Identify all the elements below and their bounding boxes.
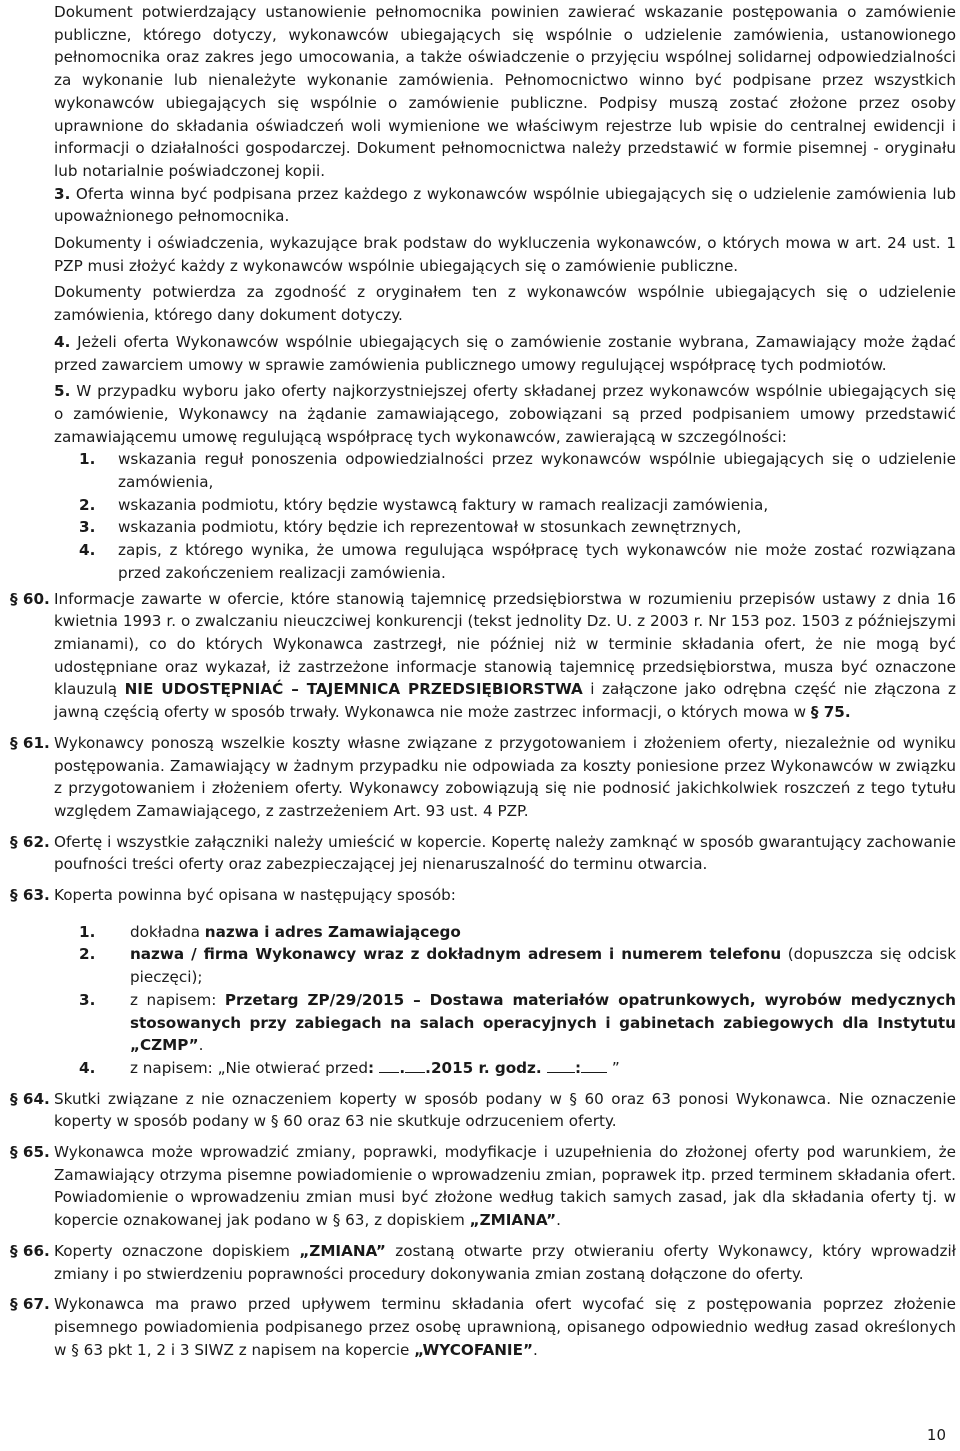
list-item: [54, 448, 956, 493]
list-item-text: wskazania podmiotu, który będzie ich reprezentował w stosunkach zewnętrznych,: [118, 518, 742, 537]
date-dot: .: [399, 1058, 406, 1077]
list-item-text: wskazania podmiotu, który będzie wystawcą faktury w ramach realizacji zamówienia,: [118, 495, 769, 514]
section-67-heading: § 67.: [10, 1295, 50, 1314]
list-item-text: (dopuszcza się odcisk pieczęci);: [130, 945, 956, 987]
point-5-text: W przypadku wyboru jako oferty najkorzystniejszej oferty składanej przez wykonawców wspólnie ubiegających się o zamówienie, Wykonawcy na żądanie zamawiającego, zobowiązani są przed podpisaniem umowy przedstawić zamawiającemu umowę regulującą współpracę tych wykonawców, zawierającą w szczególności:: [54, 382, 956, 446]
section-67-text: Wykonawca ma prawo przed upływem terminu składania ofert wycofać się z postępowania poprzez złożenie pisemnego powiadomienia podpisanego przez osobę uprawnioną, opisanego odpowiednio według zasad określonych w § 63 pkt 1, 2 i 3 SIWZ z napisem na kopercie: [54, 1295, 956, 1359]
point-5-number: 5.: [54, 382, 71, 401]
year-and-hour: .2015 r. godz.: [425, 1058, 547, 1077]
intro-paragraph: [54, 0, 956, 183]
page-number: 10: [926, 1426, 946, 1444]
time-separator: :: [574, 1058, 582, 1077]
list-item: [54, 516, 956, 539]
certification-paragraph: [54, 281, 956, 326]
list-item-number: 3.: [79, 518, 96, 537]
section-66: [10, 1240, 956, 1285]
section-64-heading: § 64.: [10, 1089, 50, 1108]
point-4-number: 4.: [54, 332, 71, 351]
section-65: [10, 1141, 956, 1232]
documents-text: Dokumenty i oświadczenia, wykazujące brak podstaw do wykluczenia wykonawców, o których mowa w art. 24 ust. 1 PZP musi złożyć każdy z wykonawców wspólnie ubiegających się o zamówienie publiczne.: [54, 234, 956, 275]
list-item-number: 1.: [79, 922, 96, 941]
point-3-text: Oferta winna być podpisana przez każdego z wykonawców wspólnie ubiegających się o udzielenie zamówienia lub upoważnionego pełnomocnika.: [54, 184, 956, 226]
list-item: [54, 989, 956, 1057]
section-64-text: Skutki związane z nie oznaczeniem koperty w sposób podany w § 60 oraz 63 ponosi Wykonawca. Nie oznaczenie koperty w sposób podany w § 60 oraz 63 nie skutkuje odrzuceniem oferty.: [54, 1089, 956, 1131]
point-3: [54, 183, 956, 228]
section-61-text: Wykonawcy ponoszą wszelkie koszty własne związane z przygotowaniem i złożeniem oferty, niezależnie od wyniku postępowania. Zamawiający w żadnym przypadku nie odpowiada za koszty poniesione przez Wykonawców w związku z przygotowaniem i złożeniem oferty. Wykonawcy zobowiązują się nie podnosić jakichkolwiek roszczeń z tego tytułu względem Zamawiającego, z zastrzeżeniem Art. 93 ust. 4 PZP.: [54, 733, 956, 820]
list-item: [54, 921, 956, 944]
list-item-text: dokładna: [130, 922, 205, 941]
change-label: „ZMIANA”: [469, 1211, 557, 1230]
agreement-requirements-list: [54, 448, 956, 584]
section-62-heading: § 62.: [10, 832, 50, 851]
list-item-number: 1.: [79, 450, 96, 469]
list-item-text: zapis, z którego wynika, że umowa regulująca współpracę tych wykonawców nie może zostać rozwiązana przed zakończeniem realizacji zamówienia.: [118, 541, 956, 582]
list-item: [54, 539, 956, 584]
list-item-number: 2.: [79, 945, 96, 964]
list-item-bold: nazwa i adres Zamawiającego: [204, 922, 461, 941]
documents-paragraph: [54, 232, 956, 277]
list-item: [54, 494, 956, 517]
section-65-end: .: [556, 1211, 561, 1230]
section-64: [10, 1088, 956, 1133]
section-60-text-2: i załączone jako odrębna część nie złączona z jawną częścią oferty w sposób trwały. Wykonawca nie może zastrzec informacji, o których mowa w: [54, 680, 956, 722]
section-63-text: Koperta powinna być opisana w następujący sposób:: [54, 886, 456, 905]
section-66-heading: § 66.: [10, 1241, 50, 1260]
list-item: [54, 943, 956, 988]
section-62: [10, 831, 956, 876]
list-item-text: .: [198, 1036, 204, 1055]
tender-title: Przetarg ZP/29/2015 – Dostawa materiałów opatrunkowych, wyrobów medycznych stosowanych przy zabiegach na salach operacyjnych i gabinetach zabiegowych dla Instytutu „CZMP”: [130, 990, 956, 1055]
list-item-bold: nazwa / firma Wykonawcy wraz z dokładnym adresem i numerem telefonu: [130, 945, 782, 964]
list-item-number: 4.: [79, 541, 96, 560]
section-60-heading: § 60.: [10, 589, 50, 608]
section-61-heading: § 61.: [10, 733, 50, 752]
list-item-number: 4.: [79, 1058, 96, 1077]
change-label: „ZMIANA”: [299, 1241, 386, 1260]
list-item-text: z napisem: „Nie otwierać przed: [130, 1058, 369, 1077]
section-63: [10, 884, 956, 907]
point-4: [54, 331, 956, 376]
document-page: [10, 0, 956, 1361]
withdrawal-label: „WYCOFANIE”: [414, 1340, 533, 1359]
section-63-heading: § 63.: [10, 886, 50, 905]
certification-text: Dokumenty potwierdza za zgodność z oryginałem ten z wykonawców wspólnie ubiegających się o udzielenie zamówienia, którego dany dokument dotyczy.: [54, 283, 956, 325]
point-4-text: Jeżeli oferta Wykonawców wspólnie ubiegających się o zamówienie zostanie wybrana, Zamawiający może żądać przed zawarciem umowy w sprawie zamówienia publicznego umowy regulującej współpracę tych podmiotów.: [54, 332, 956, 374]
hour-blank: [547, 1057, 575, 1073]
closing-quote: ”: [607, 1058, 620, 1077]
section-60-reference: § 75.: [810, 703, 851, 722]
section-61: [10, 732, 956, 823]
list-item-number: 3.: [79, 990, 96, 1009]
section-60-text: Informacje zawarte w ofercie, które stanowią tajemnicę przedsiębiorstwa w rozumieniu przepisów ustawy z dnia 16 kwietnia 1993 r. o zwalczaniu nieuczciwej konkurencji (tekst jednolity Dz. U. z 2003 r. Nr 153 poz. 1503 z późniejszymi zmianami), co do których Wykonawca zastrzegł, nie później niż w terminie składania ofert, że nie mogą być udostępniane oraz wykazał, iż zastrzeżone informacje stanowią tajemnicę przedsiębiorstwa, musza być oznaczone klauzulą: [54, 589, 956, 699]
section-65-heading: § 65.: [10, 1143, 50, 1162]
section-66-pre: Koperty oznaczone dopiskiem: [54, 1241, 300, 1260]
confidential-clause: NIE UDOSTĘPNIAĆ – TAJEMNICA PRZEDSIĘBIORSTWA: [124, 680, 583, 699]
section-67: [10, 1293, 956, 1361]
date-colon: :: [368, 1058, 380, 1077]
list-item: [54, 1057, 956, 1080]
minute-blank: [581, 1057, 607, 1073]
intro-text: Dokument potwierdzający ustanowienie pełnomocnika powinien zawierać wskazanie postępowania o zamówienie publiczne, którego dotyczy, wykonawców ubiegających się wspólnie o udzielenie zamówienia, ustanowionego pełnomocnika oraz zakres jego umocowania, a także oświadczenie o przyjęciu wspólnej solidarnej odpowiedzialności za wykonanie lub nienależyte wykonanie zamówienia. Pełnomocnictwo winno być podpisane przez wszystkich wykonawców ubiegających się wspólnie o zamówienie publiczne. Podpisy muszą zostać złożone przez osoby uprawnione do składania oświadczeń woli wymienione we właściwym rejestrze lub wpisie do centralnej ewidencji i informacji o działalności gospodarczej. Dokument pełnomocnictwa należy przedstawić w formie pisemnej - oryginału lub notarialnie poświadczonej kopii.: [54, 3, 956, 180]
list-item-number: 2.: [79, 495, 96, 514]
list-item-text: wskazania reguł ponoszenia odpowiedzialności przez wykonawców wspólnie ubiegających się o udzielenie zamówienia,: [118, 450, 956, 492]
list-item-text: z napisem:: [130, 990, 225, 1009]
section-65-text: Wykonawca może wprowadzić zmiany, poprawki, modyfikacje i uzupełnienia do złożonej oferty pod warunkiem, że Zamawiający otrzyma pisemne powiadomienie o wprowadzeniu zmian, poprawek itp. przed terminem składania ofert. Powiadomienie o wprowadzeniu zmian musi być złożone według takich samych zasad, jak dla składania oferty tj. w kopercie oznakowanej jak podano w § 63, z dopiskiem: [54, 1143, 956, 1230]
day-blank: [379, 1057, 399, 1073]
month-blank: [405, 1057, 425, 1073]
section-67-end: .: [532, 1340, 538, 1359]
section-60: [10, 588, 956, 724]
envelope-description-list: [54, 921, 956, 1080]
point-3-number: 3.: [54, 184, 71, 203]
section-66-text: zostaną otwarte przy otwieraniu oferty Wykonawcy, który wprowadził zmiany i po stwierdzeniu poprawności procedury dokonywania zmian zostaną dołączone do oferty.: [54, 1241, 956, 1283]
section-62-text: Ofertę i wszystkie załączniki należy umieścić w kopercie. Kopertę należy zamknąć w sposób gwarantujący zachowanie poufności treści oferty oraz zabezpieczającej jej nienaruszalność do terminu otwarcia.: [54, 832, 956, 874]
point-5: [54, 380, 956, 448]
